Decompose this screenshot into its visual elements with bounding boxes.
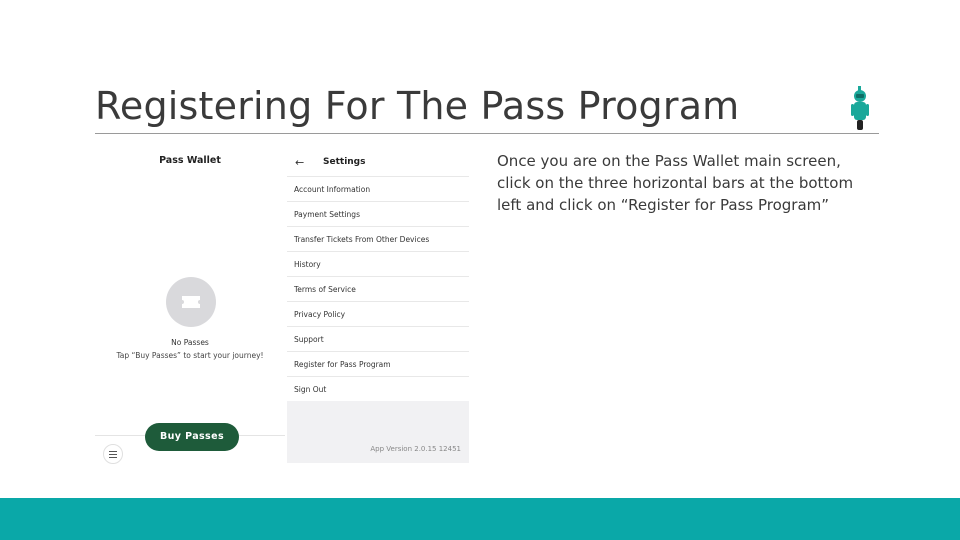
ticket-icon [180,294,202,310]
settings-menu [287,176,469,401]
settings-footer [287,401,469,463]
hamburger-menu-icon[interactable] [103,444,123,464]
footer-accent-bar [0,498,960,540]
buy-passes-button[interactable]: Buy Passes [145,423,239,451]
arrow-left-icon[interactable]: ← [295,156,305,169]
menu-item-transfer-tickets[interactable]: Transfer Tickets From Other Devices [287,226,469,251]
menu-item-register-pass-program[interactable]: Register for Pass Program [287,351,469,376]
mascot-logo-icon [848,86,872,132]
menu-item-history[interactable]: History [287,251,469,276]
settings-screenshot [287,145,469,463]
menu-item-account-information[interactable]: Account Information [287,176,469,201]
menu-item-payment-settings[interactable]: Payment Settings [287,201,469,226]
empty-state-circle [166,277,216,327]
slide-title: Registering For The Pass Program [95,84,740,128]
menu-item-privacy-policy[interactable]: Privacy Policy [287,301,469,326]
wallet-title: Pass Wallet [159,155,221,166]
menu-item-sign-out[interactable]: Sign Out [287,376,469,401]
empty-state-hint: Tap “Buy Passes” to start your journey! [116,351,264,360]
instructions-text: Once you are on the Pass Wallet main screen, click on the three horizontal bars at the bottom left and click on “Register for Pass Program” [497,152,854,214]
pass-wallet-screenshot [95,145,285,465]
menu-item-support[interactable]: Support [287,326,469,351]
empty-state-title: No Passes [171,338,209,347]
menu-item-terms-of-service[interactable]: Terms of Service [287,276,469,301]
app-version: App Version 2.0.15 12451 [370,445,461,453]
settings-title: Settings [323,157,366,167]
title-divider [95,133,879,134]
